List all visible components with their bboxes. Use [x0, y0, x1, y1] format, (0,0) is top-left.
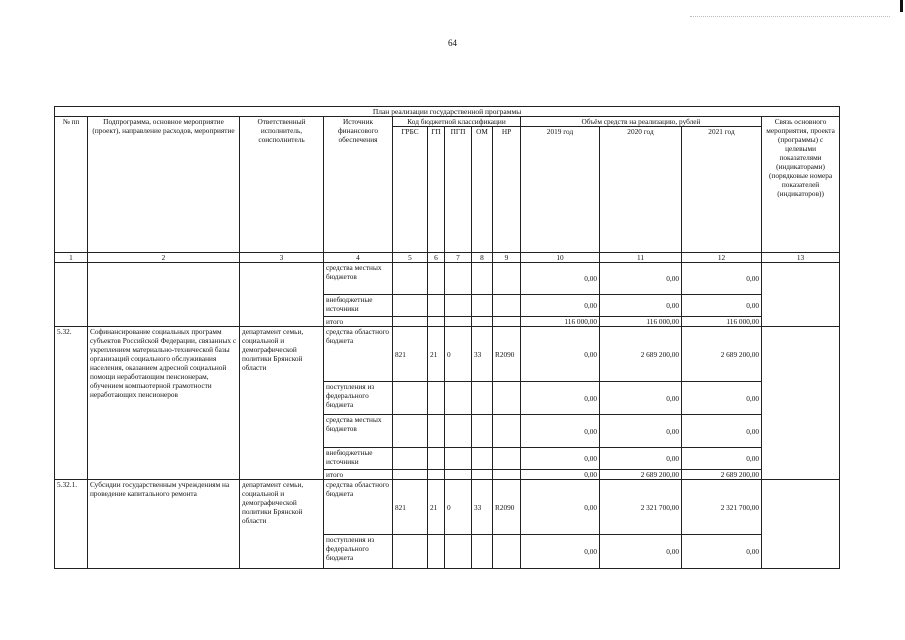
header-volume: Объём средств на реализацию, рублей: [521, 117, 762, 127]
column-number: 5: [393, 253, 428, 263]
header-budget-code: Код бюджетной классификации: [393, 117, 521, 127]
pgp-cell: 0: [445, 480, 472, 535]
column-number: 12: [682, 253, 762, 263]
source-cell: внебюджетные источники: [324, 448, 393, 470]
total-2019: 0,00: [521, 470, 600, 480]
om-cell: 33: [472, 327, 493, 382]
header-num: № пп: [55, 117, 88, 253]
total-2021: 116 000,00: [682, 317, 762, 327]
grbs-cell: 821: [393, 327, 428, 382]
source-cell: внебюджетные источники: [324, 295, 393, 317]
value-2020: 0,00: [600, 535, 682, 569]
item-name: Софинансирование социальных программ субъектов Российской Федерации, связанных с укреплением материально-технической базы организаций социального обслуживания населения, оказанием адресной социальной помощи неработающим пенсионерам, обучением компьютерной грамотности неработающих пенсионеров: [88, 327, 240, 480]
link-cell: [762, 263, 840, 327]
item-name: Субсидии государственным учреждениям на проведение капитального ремонта: [88, 480, 240, 569]
source-cell: поступления из федерального бюджета: [324, 535, 393, 569]
item-responsible: департамент семьи, социальной и демографической политики Брянской области: [240, 327, 324, 480]
column-number: 2: [88, 253, 240, 263]
column-number: 13: [762, 253, 840, 263]
value-2021: 0,00: [682, 415, 762, 448]
table-row: [55, 480, 840, 535]
header-2021: 2021 год: [682, 127, 762, 253]
link-cell: [762, 327, 840, 480]
header-np: НР: [493, 127, 521, 253]
value-2021: 0,00: [682, 535, 762, 569]
source-cell: поступления из федерального бюджета: [324, 382, 393, 415]
column-number: 1: [55, 253, 88, 263]
header-2020: 2020 год: [600, 127, 682, 253]
total-2021: 2 689 200,00: [682, 470, 762, 480]
total-label: итого: [324, 317, 393, 327]
header-grbs: ГРБС: [393, 127, 428, 253]
value-2020: 0,00: [600, 295, 682, 317]
column-number: 8: [472, 253, 493, 263]
program-plan-table: [54, 106, 840, 569]
value-2019: 0,00: [521, 382, 600, 415]
total-2020: 116 000,00: [600, 317, 682, 327]
value-2019: 0,00: [521, 263, 600, 295]
value-2019: 0,00: [521, 448, 600, 470]
header-subprogram: Подпрограмма, основное мероприятие (проект), направление расходов, мероприятие: [88, 117, 240, 253]
gp-cell: 21: [428, 327, 445, 382]
value-2019: 0,00: [521, 480, 600, 535]
item-number: 5.32.: [55, 327, 88, 480]
value-2021: 0,00: [682, 295, 762, 317]
table-title-row: [55, 107, 840, 117]
np-cell: R2090: [493, 327, 521, 382]
value-2020: 2 321 700,00: [600, 480, 682, 535]
column-number: 6: [428, 253, 445, 263]
column-number: 10: [521, 253, 600, 263]
column-number-row: [55, 253, 840, 263]
scan-artifact-line: [690, 16, 890, 17]
value-2019: 0,00: [521, 415, 600, 448]
value-2021: 2 321 700,00: [682, 480, 762, 535]
header-row-1: [55, 117, 840, 127]
table-row: [55, 263, 840, 295]
item-responsible: департамент семьи, социальной и демографической политики Брянской области: [240, 480, 324, 569]
prev-name-cell: [88, 263, 240, 327]
value-2020: 0,00: [600, 415, 682, 448]
grbs-cell: 821: [393, 480, 428, 535]
np-cell: R2090: [493, 480, 521, 535]
value-2020: 0,00: [600, 263, 682, 295]
prev-num-cell: [55, 263, 88, 327]
value-2021: 0,00: [682, 382, 762, 415]
source-cell: средства местных бюджетов: [324, 263, 393, 295]
column-number: 7: [445, 253, 472, 263]
pgp-cell: 0: [445, 327, 472, 382]
value-2020: 0,00: [600, 382, 682, 415]
column-number: 11: [600, 253, 682, 263]
column-number: 9: [493, 253, 521, 263]
source-cell: средства областного бюджета: [324, 480, 393, 535]
value-2021: 0,00: [682, 448, 762, 470]
header-2019: 2019 год: [521, 127, 600, 253]
gp-cell: 21: [428, 480, 445, 535]
value-2019: 0,00: [521, 295, 600, 317]
value-2021: 0,00: [682, 263, 762, 295]
header-source: Источник финансового обеспечения: [324, 117, 393, 253]
header-pgp: ПГП: [445, 127, 472, 253]
column-number: 3: [240, 253, 324, 263]
header-om: ОМ: [472, 127, 493, 253]
value-2021: 2 689 200,00: [682, 327, 762, 382]
om-cell: 33: [472, 480, 493, 535]
total-2019: 116 000,00: [521, 317, 600, 327]
value-2020: 0,00: [600, 448, 682, 470]
scan-corner-mark: [900, 0, 903, 12]
value-2019: 0,00: [521, 535, 600, 569]
source-cell: средства местных бюджетов: [324, 415, 393, 448]
header-responsible: Ответственный исполнитель, соисполнитель: [240, 117, 324, 253]
header-gp: ГП: [428, 127, 445, 253]
link-cell: [762, 480, 840, 569]
total-label: итого: [324, 470, 393, 480]
value-2020: 2 689 200,00: [600, 327, 682, 382]
value-2019: 0,00: [521, 327, 600, 382]
header-link: Связь основного мероприятия, проекта (программы) с целевыми показателями (индикаторами) (порядковые номера показателей (индикаторов)): [762, 117, 840, 253]
total-2020: 2 689 200,00: [600, 470, 682, 480]
column-number: 4: [324, 253, 393, 263]
source-cell: средства областного бюджета: [324, 327, 393, 382]
table-row: [55, 327, 840, 382]
page-number: 64: [448, 38, 457, 48]
table-title: План реализации государственной программы: [55, 107, 840, 117]
prev-responsible-cell: [240, 263, 324, 327]
item-number: 5.32.1.: [55, 480, 88, 569]
